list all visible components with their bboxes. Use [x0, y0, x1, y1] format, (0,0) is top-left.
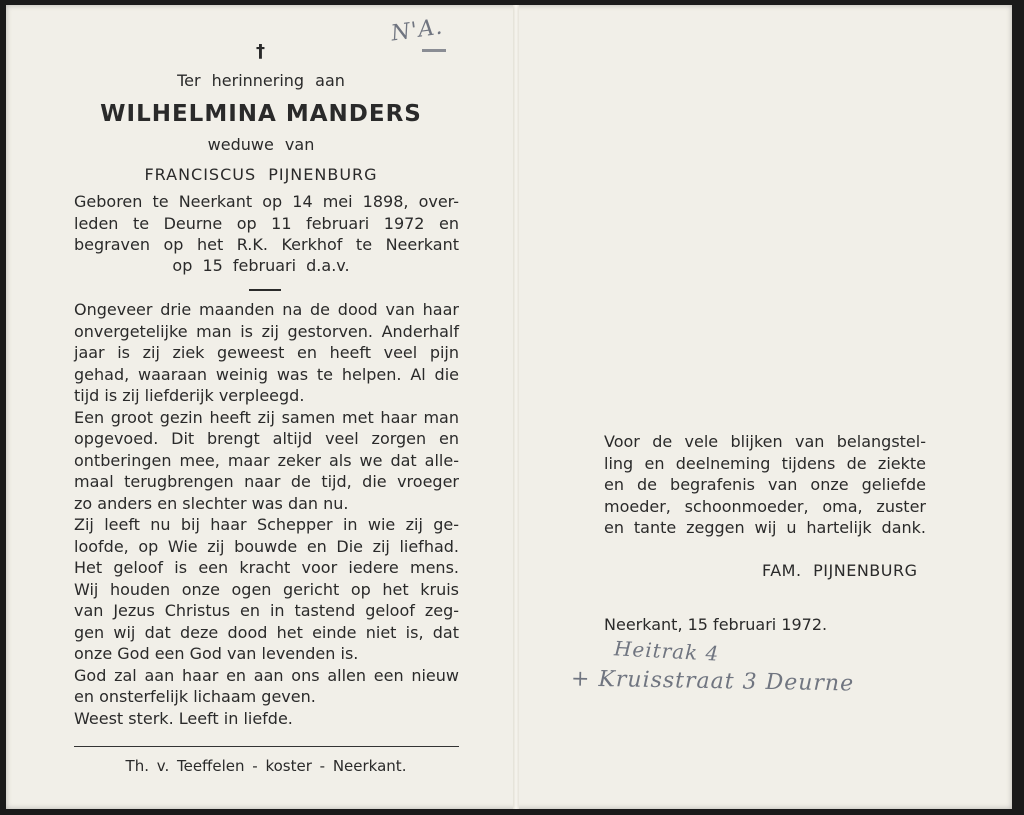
- text-line: ling en deelneming tijdens de ziekte: [604, 453, 926, 473]
- text-line: maal terugbrengen naar de tijd, die vroeger: [74, 472, 459, 491]
- text-line: Het geloof is een kracht voor iedere mens.: [74, 558, 459, 577]
- handwritten-mark: N'A.: [389, 14, 445, 47]
- text-line: zo anders en slechter was dan nu.: [74, 493, 349, 513]
- birth-death-paragraph: [74, 191, 459, 256]
- right-page: [519, 5, 1012, 809]
- text-line: Ongeveer drie maanden na de dood van haar: [74, 300, 459, 319]
- short-divider: [249, 289, 281, 291]
- text-line: jaar is zij ziek geweest en heeft veel pijn: [74, 343, 459, 362]
- text-line: ontberingen mee, maar zeker als we dat alle-: [74, 450, 459, 470]
- text-line: onze God een God van levenden is.: [74, 644, 359, 663]
- text-line: gehad, waaraan weinig was te helpen. Al die: [74, 364, 459, 384]
- text-line: Weest sterk. Leeft in liefde.: [74, 708, 293, 728]
- text-line: tijd is zij liefderijk verpleegd.: [74, 386, 305, 405]
- text-line: Een groot gezin heeft zij samen met haar man: [74, 407, 459, 427]
- text-line: loofde, op Wie zij bouwde en Die zij liefhad.: [74, 536, 459, 556]
- text-line: gen wij dat deze dood het einde niet is, dat: [74, 622, 459, 642]
- text-line: Zij leeft nu bij haar Schepper in wie zij ge-: [74, 515, 459, 534]
- text-line: en onsterfelijk lichaam geven.: [74, 687, 316, 706]
- text-line: en de begrafenis van onze geliefde: [604, 475, 926, 494]
- handwritten-address-2: + Kruisstraat 3 Deurne: [570, 666, 855, 697]
- left-page: [6, 5, 513, 809]
- widow-of-line: weduwe van: [207, 135, 315, 154]
- text-line: Voor de vele blijken van belangstel-: [604, 432, 926, 451]
- memorial-text: [74, 299, 459, 729]
- place-date: Neerkant, 15 februari 1972.: [604, 615, 828, 634]
- burial-date-line: op 15 februari d.a.v.: [172, 256, 350, 275]
- text-line: God zal aan haar en aan ons allen een nieuw: [74, 665, 459, 685]
- text-line: opgevoed. Dit brengt altijd veel zorgen en: [74, 429, 459, 448]
- text-line: en tante zeggen wij u hartelijk dank.: [604, 518, 926, 537]
- handwritten-address-1: Heitrak 4: [613, 636, 720, 666]
- cross-symbol: †: [256, 41, 265, 62]
- text-line: leden te Deurne op 11 februari 1972 en: [74, 213, 459, 233]
- text-line: begraven op het R.K. Kerkhof te Neerkant: [74, 235, 459, 254]
- footer-divider: [74, 746, 459, 747]
- text-line: moeder, schoonmoeder, oma, zuster: [604, 496, 926, 516]
- intro-line: Ter herinnering aan: [177, 71, 345, 90]
- handwritten-underline: [422, 49, 446, 52]
- text-line: Geboren te Neerkant op 14 mei 1898, over-: [74, 192, 459, 211]
- deceased-name: WILHELMINA MANDERS: [100, 101, 422, 127]
- text-line: onvergetelijke man is zij gestorven. Anderhalf: [74, 321, 459, 341]
- husband-name: FRANCISCUS PIJNENBURG: [144, 165, 378, 184]
- text-line: Wij houden onze ogen gericht op het kruis: [74, 579, 459, 599]
- printer-credit: Th. v. Teeffelen - koster - Neerkant.: [125, 757, 407, 775]
- memorial-card: [6, 5, 1012, 809]
- text-line: van Jezus Christus en in tastend geloof zeg-: [74, 601, 459, 620]
- family-signature: FAM. PIJNENBURG: [762, 561, 918, 580]
- thank-you-paragraph: [604, 431, 926, 539]
